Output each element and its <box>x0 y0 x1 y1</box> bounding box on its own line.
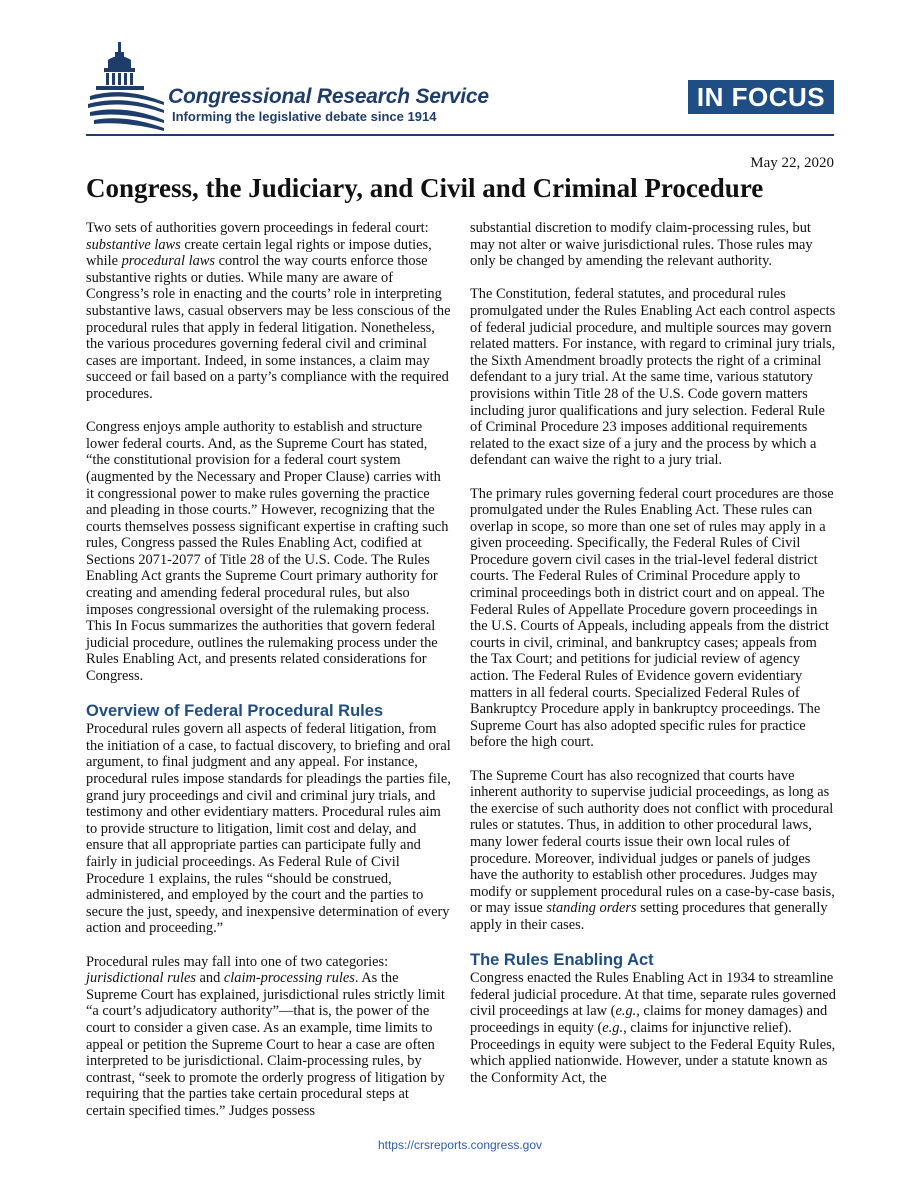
paragraph: Two sets of authorities govern proceedings in federal court: substantive laws create certain legal rights or impose duties, while procedural laws control the way courts enforce those substantive rights or duties. While many are aware of Congress’s role in enacting and the courts’ role in interpreting substantive laws, casual observers may be less conscious of the procedural rules that apply in federal litigation. Nonetheless, the various procedures governing federal civil and criminal cases are important. Indeed, in some instances, a claim may succeed or fail based on a party’s compliance with the required procedures. <box>86 220 451 402</box>
report-header <box>86 40 834 135</box>
publication-date: May 22, 2020 <box>750 155 834 171</box>
paragraph: Congress enacted the Rules Enabling Act in 1934 to streamline federal judicial procedure. At that time, separate rules governed civil proceedings at law (e.g., claims for money damages) and proceedings in equity (e.g., claims for injunctive relief). Proceedings in equity were subject to the Federal Equity Rules, which applied nationwide. However, under a statute known as the Conformity Act, the <box>470 970 837 1086</box>
paragraph: Procedural rules may fall into one of two categories: jurisdictional rules and claim-processing rules. As the Supreme Court has explained, jurisdictional rules strictly limit “a court’s adjudicatory authority”—that is, the power of the court to consider a given case. As an example, time limits to appeal or petition the Supreme Court to hear a case are often interpreted to be jurisdictional. Claim-processing rules, by contrast, “seek to promote the orderly progress of litigation by requiring that the parties take certain procedural steps at certain specified times.” Judges possess <box>86 953 445 1119</box>
section-heading-overview: Overview of Federal Procedural Rules <box>86 702 384 721</box>
footer-url-link[interactable]: https://crsreports.congress.gov <box>377 1138 543 1152</box>
left-column <box>86 220 451 1136</box>
paragraph: Procedural rules govern all aspects of federal litigation, from the initiation of a case, to factual discovery, to briefing and oral argument, to final judgment and any appeal. For instance, procedural rules impose standards for pleadings the parties file, grand jury proceedings and civil and criminal jury trials, and testimony and other evidentiary matters. Procedural rules aim to provide structure to litigation, limit cost and delay, and ensure that all appropriate parties can participate fully and fairly in judicial proceedings. As Federal Rule of Civil Procedure 1 explains, the rules “should be construed, administered, and employed by the court and the parties to secure the just, speedy, and inexpensive determination of every action and proceeding.” <box>86 721 451 937</box>
paragraph: The Supreme Court has also recognized that courts have inherent authority to supervise judicial proceedings, as long as the exercise of such authority does not conflict with procedural rules or statutes. Thus, in addition to other procedural laws, many lower federal courts issue their own local rules of procedure. Moreover, individual judges or panels of judges have the authority to establish other procedures. Judges may modify or supplement procedural rules on a case-by-case basis, or may issue standing orders setting procedures that generally apply in their cases. <box>470 767 835 933</box>
right-column <box>470 220 836 1103</box>
capitol-dome-logo <box>86 40 166 132</box>
brand-name: Congressional Research Service <box>168 85 489 108</box>
paragraph: Congress enjoys ample authority to establish and structure lower federal courts. And, as the Supreme Court has stated, “the constitutional provision for a federal court system (augmented by the Necessary and Proper Clause) carries with it congressional power to make rules governing the practice and pleading in those courts.” However, recognizing that the courts themselves possess significant expertise in crafting such rules, Congress passed the Rules Enabling Act, codified at Sections 2071-2077 of Title 28 of the U.S. Code. The Rules Enabling Act grants the Supreme Court primary authority for creating and amending federal procedural rules, but also imposes congressional oversight of the rulemaking process. This In Focus summarizes the authorities that govern federal judicial procedure, outlines the rulemaking process under the Rules Enabling Act, and presents related considerations for Congress. <box>86 419 449 685</box>
section-heading-rules-enabling-act: The Rules Enabling Act <box>470 951 654 970</box>
header-divider <box>86 134 834 136</box>
paragraph: substantial discretion to modify claim-processing rules, but may not alter or waive jurisdictional rules. Those rules may only be changed by amending the relevant authority. <box>470 220 813 270</box>
paragraph: The Constitution, federal statutes, and procedural rules promulgated under the Rules Enabling Act each control aspects of federal judicial procedure, and multiple sources may govern related matters. For instance, with regard to criminal jury trials, the Sixth Amendment broadly protects the right of a criminal defendant to a jury trial. At the same time, various statutory provisions within Title 28 of the U.S. Code govern matters including juror qualifications and jury selection. Federal Rule of Criminal Procedure 23 imposes additional requirements related to the exact size of a jury and the process by which a defendant can waive the right to a jury trial. <box>470 286 836 469</box>
in-focus-badge: IN FOCUS <box>688 80 834 114</box>
document-title: Congress, the Judiciary, and Civil and Criminal Procedure <box>86 173 764 203</box>
brand-tagline: Informing the legislative debate since 1914 <box>172 109 437 124</box>
paragraph: The primary rules governing federal court procedures are those promulgated under the Rules Enabling Act. These rules can overlap in scope, so more than one set of rules may apply in a given proceeding. Specifically, the Federal Rules of Civil Procedure govern civil cases in the trial-level federal district courts. The Federal Rules of Criminal Procedure apply to criminal proceedings both in district court and on appeal. The Federal Rules of Appellate Procedure govern proceedings in the U.S. Courts of Appeals, including appeals from the district courts in civil, criminal, and bankruptcy cases; appeals from the Tax Court; and petitions for judicial review of agency action. The Federal Rules of Evidence govern evidentiary matters in all federal courts. Specialized Federal Rules of Bankruptcy Procedure apply in bankruptcy proceedings. The Supreme Court has also adopted specific rules for practice before the high court. <box>470 485 834 751</box>
